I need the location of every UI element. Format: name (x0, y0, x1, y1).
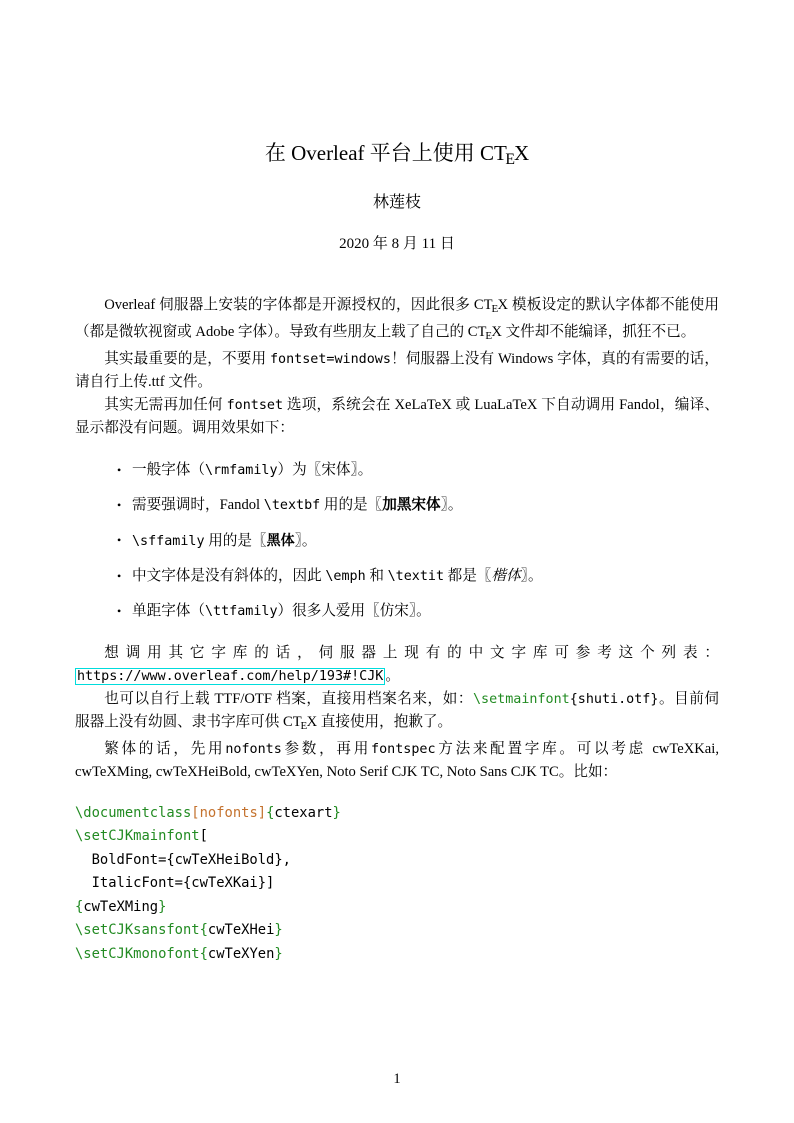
text-segment: [ (199, 828, 208, 845)
text-segment: 〗。 (520, 568, 543, 585)
text-segment: \setCJKmonofont (75, 945, 200, 962)
page-content (75, 0, 719, 966)
paragraph-upload-fonts (75, 688, 719, 738)
text-segment: ）为〖宋体〗。 (277, 461, 373, 478)
text-segment: 和 (365, 568, 388, 585)
text-segment: { (199, 922, 208, 939)
list-item-emph-textit (117, 565, 719, 588)
text-segment: 加黑宋体 (382, 496, 441, 513)
code-line (75, 802, 719, 826)
text-segment: 其实无需再加任何 (104, 397, 227, 414)
code-line (75, 849, 719, 873)
text-segment: fontset=windows (270, 351, 391, 367)
text-segment: \setCJKsansfont (75, 922, 200, 939)
text-segment: 繁体的话，先用 (104, 741, 226, 758)
text-segment: 〗。 (294, 533, 317, 550)
text-segment: \textbf (263, 497, 321, 513)
font-effect-list (75, 459, 719, 624)
text-segment: {shuti.otf} (569, 692, 659, 708)
text-segment: } (158, 898, 167, 915)
author-name: 林莲枝 (372, 194, 421, 212)
paragraph-fontset-warning (75, 348, 719, 394)
paragraph-font-list-link (75, 642, 719, 688)
text-segment: \textit (387, 569, 445, 585)
list-item-textbf (117, 494, 719, 517)
document-title (75, 140, 719, 169)
text-segment: } (274, 922, 283, 939)
text-segment: \documentclass (75, 804, 192, 821)
text-segment: cwTeXYen (207, 945, 275, 962)
text-segment: \setCJKmainfont (75, 828, 200, 845)
text-segment: fontspec (371, 742, 436, 758)
list-item-ttfamily (117, 600, 719, 623)
code-line (75, 825, 719, 849)
text-segment: 想调用其它字库的话，伺服器上现有的中文字库可参考这个列表： (104, 644, 719, 661)
text-segment: \emph (325, 569, 366, 585)
text-segment: 单距字体（ (132, 603, 205, 620)
text-segment: { (266, 804, 275, 821)
text-segment: 。 (385, 667, 400, 684)
text-segment: \ttfamily (204, 604, 278, 620)
list-item-rmfamily (117, 459, 719, 482)
text-segment: Overleaf 伺服器上安装的字体都是开源授权的，因此很多 CT (104, 297, 493, 314)
text-segment: 在 Overleaf 平台上使用 CT (264, 141, 507, 165)
text-segment: 其实最重要的是，不要用 (104, 350, 270, 367)
text-segment: { (199, 945, 208, 962)
text-segment: X 文件却不能编译，抓狂不已。 (491, 324, 696, 341)
text-segment: } (274, 945, 283, 962)
paragraph-traditional-chinese (75, 738, 719, 784)
text-segment: \sffamily (132, 534, 205, 550)
text-segment: { (75, 898, 84, 915)
list-item-sffamily (117, 529, 719, 553)
text-segment: } (332, 804, 341, 821)
text-segment: 选项，系统会在 XeLaTeX 或 LuaLaTeX 下自动调用 Fandol，编译、显示都没有问题。调用效果如下： (75, 397, 719, 437)
text-segment: \setmainfont (472, 692, 570, 708)
text-segment: X 模板设定的默认字体都不能使用（都是微软视窗或 Adobe 字体）。导致有些朋友上载了自己的 CT (75, 297, 719, 341)
text-segment: 参数，再用 (281, 741, 372, 758)
text-segment: nofonts (225, 742, 282, 758)
text-segment: 〗。 (440, 496, 463, 513)
text-segment: 需要强调时，Fandol (132, 496, 264, 513)
text-segment: ctexart (274, 804, 333, 821)
text-segment: cwTeXMing (83, 898, 159, 915)
text-segment: ！伺服器上没有 Windows 字体，真的有需要的话，请自行上传.ttf 文件。 (75, 350, 719, 391)
text-segment: 黑体 (266, 532, 295, 549)
text-segment: X 直接使用，抱歉了。 (306, 714, 453, 731)
text-segment: E (485, 329, 493, 342)
paragraph-intro (75, 294, 719, 348)
text-segment: BoldFont={cwTeXHeiBold}, (75, 851, 291, 868)
text-segment: 。目前伺服器上没有幼圆、隶书字库可供 CT (75, 691, 719, 731)
document-date: 2020 年 8 月 11 日 (339, 236, 455, 253)
text-segment: 都是〖 (444, 568, 492, 585)
code-line (75, 872, 719, 896)
text-segment: [nofonts] (191, 804, 267, 821)
document-body (75, 294, 719, 966)
text-segment: 也可以自行上载 TTF/OTF 档案，直接用档案名来，如： (104, 691, 473, 708)
text-segment: E (505, 150, 515, 168)
text-segment: E (300, 719, 308, 732)
text-segment: \rmfamily (204, 462, 278, 478)
text-segment: ）很多人爱用〖仿宋〗。 (277, 603, 431, 620)
code-line (75, 943, 719, 967)
text-segment: X (514, 141, 530, 165)
code-line (75, 919, 719, 943)
text-segment: 用的是〖 (320, 496, 383, 513)
paragraph-fandol (75, 394, 719, 440)
code-line (75, 896, 719, 920)
text-segment: 一般字体（ (132, 461, 205, 478)
overleaf-cjk-help-link[interactable]: https://www.overleaf.com/help/193#!CJK (77, 668, 384, 684)
text-segment: 方法来配置字库。可以考虑 cwTeXKai, cwTeXMing, cwTeXHeiBold, cwTeXYen, Noto Serif CJK TC, Noto Sans CJK TC。比如： (75, 741, 719, 781)
text-segment: fontset (226, 398, 284, 414)
text-segment: 中文字体是没有斜体的，因此 (132, 568, 326, 585)
text-segment: 用的是〖 (204, 533, 267, 550)
text-segment: 楷体 (491, 568, 521, 585)
text-segment: ItalicFont={cwTeXKai}] (75, 875, 275, 892)
page-number: 1 (393, 1071, 401, 1087)
code-block (75, 802, 719, 967)
text-segment: E (491, 302, 499, 315)
text-segment: cwTeXHei (207, 922, 275, 939)
